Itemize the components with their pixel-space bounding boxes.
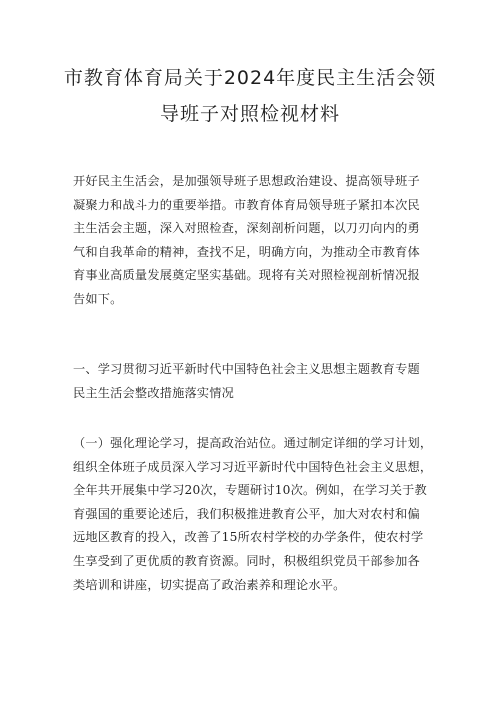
subsection-paragraph-line: （一）强化理论学习，提高政治站位。通过制定详细的学习计划，	[73, 436, 433, 450]
section-heading	[73, 358, 433, 405]
subsection-paragraph-line: 组织全体班子成员深入学习习近平新时代中国特色社会主义思想，	[73, 459, 433, 474]
subsection-paragraph-line: 类培训和讲座，切实提高了政治素养和理论水平。	[73, 577, 346, 592]
intro-paragraph-line: 开好民主生活会，是加强领导班子思想政治建设、提高领导班子	[73, 174, 420, 188]
subsection-paragraph-line: 生享受到了更优质的教育资源。同时，积极组织党员干部参加各	[73, 553, 420, 568]
subsection-paragraph-line: 育强国的重要论述后，我们积极推进教育公平，加大对农村和偏	[73, 506, 420, 521]
intro-paragraph-line: 育事业高质量发展奠定坚实基础。现将有关对照检视剖析情况报	[73, 268, 420, 283]
intro-paragraph-line: 告如下。	[73, 291, 123, 306]
document-title-line-2: 导班子对照检视材料	[159, 103, 340, 125]
intro-paragraph-line: 气和自我革命的精神，查找不足，明确方向，为推动全市教育体	[73, 244, 420, 259]
section-heading-line: 民主生活会整改措施落实情况	[73, 385, 235, 400]
subsection-paragraph	[73, 432, 435, 597]
subsection-paragraph-line: 远地区教育的投入，改善了15所农村学校的办学条件，使农村学	[73, 530, 424, 545]
subsection-paragraph-line: 全年共开展集中学习20次，专题研讨10次。例如，在学习关于教	[73, 483, 427, 498]
section-heading-line: 一、学习贯彻习近平新时代中国特色社会主义思想主题教育专题	[73, 362, 420, 376]
intro-paragraph-line: 凝聚力和战斗力的重要举措。市教育体育局领导班子紧扣本次民	[73, 197, 420, 212]
document-title-line-1: 市教育体育局关于2024年度民主生活会领	[63, 67, 437, 89]
intro-paragraph-line: 主生活会主题，深入对照检查，深刻剖析问题，以刀刃向内的勇	[73, 221, 420, 236]
intro-paragraph	[73, 170, 433, 312]
